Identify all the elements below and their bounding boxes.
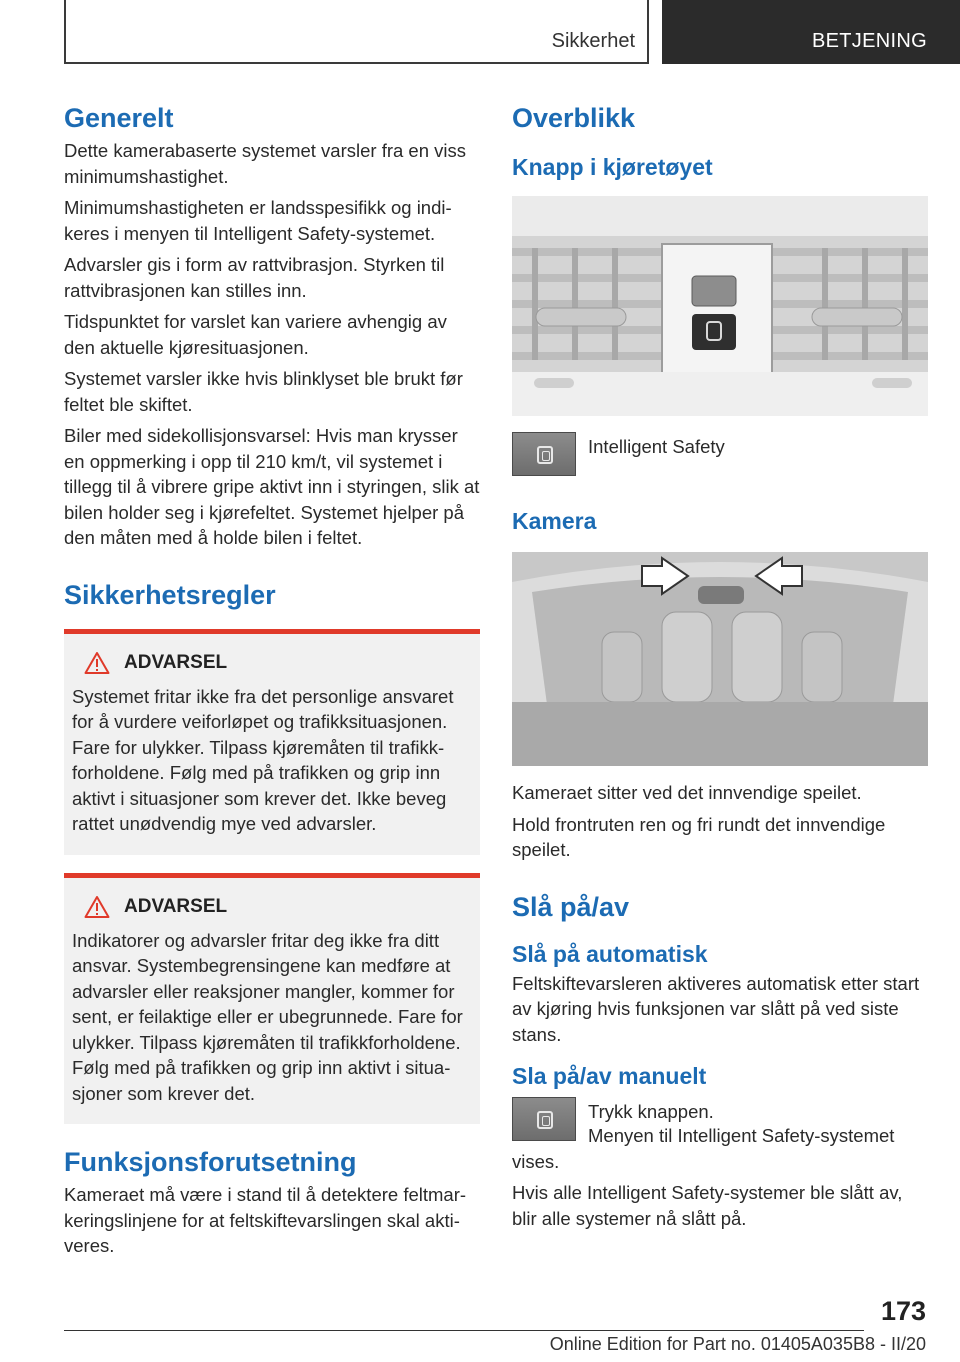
paragraph: Biler med sidekollisjonsvarsel: Hvis man krysser en oppmerking i opp til 210 km/t, vil systemet i tillegg til å vibrere gripe aktivt inn i styringen, slik at bilen holder seg i kjørefeltet. Systemet hjelper på den måten med å holde bilen i feltet.	[64, 425, 480, 548]
section-tab	[64, 0, 649, 64]
intelligent-safety-button-icon	[512, 1097, 576, 1141]
paragraph: Advarsler gis i form av rattvibrasjon. Styrken til rattvibrasjonen kan stilles inn.	[64, 254, 445, 301]
warning-text: Indikatorer og advarsler fritar deg ikke fra ditt ansvar. Systembegrensingene kan medføre at advarsler eller reaksjoner mangler, kommer for sent, er feilaktige eller er ubegrunnede. Fare for ulykker. Tilpass kjøremåten til trafikkforholdene. Følg med på trafikken og grip inn aktivt i situasjoner som krever det.	[72, 929, 463, 1104]
dashboard-vent-illustration	[512, 196, 928, 416]
paragraph: Kameraet sitter ved det innvendige speilet.	[512, 782, 862, 803]
heading-slaa: Slå på/av	[512, 891, 630, 922]
warning-box	[64, 629, 480, 855]
paragraph: Feltskiftevarsleren aktiveres automatisk etter start av kjøring hvis funksjonen var slått på ved siste stans.	[512, 972, 920, 1045]
warning-triangle-icon	[84, 895, 110, 919]
chapter-title: BETJENING	[812, 30, 927, 52]
warning-text: Systemet fritar ikke fra det personlige ansvaret for å vurdere veiforløpet og trafikksituasjonen. Fare for ulykker. Tilpass kjøremåten til trafikkforholdene. Følg med på trafikken og grip inn aktivt i situasjoner som krever det. Ikke beveg rattet unødvendig mye ved advarsler.	[72, 685, 454, 834]
instruction: Trykk knappen.	[588, 1101, 714, 1122]
heading-knapp: Knapp i kjøretøyet	[512, 154, 713, 180]
heading-automatisk: Slå på automatisk	[512, 940, 708, 967]
warning-title: ADVARSEL	[124, 895, 228, 917]
paragraph: Minimumshastigheten er landsspesifikk og indikeres i menyen til Intelligent Safety-systemet.	[64, 197, 452, 244]
warning-title: ADVARSEL	[124, 651, 228, 673]
section-title: Sikkerhet	[551, 30, 635, 52]
heading-funksjonsforutsetning: Funksjonsforutsetning	[64, 1147, 357, 1177]
warning-header	[84, 892, 472, 922]
page-number: 173	[880, 1296, 926, 1326]
car-interior-illustration	[512, 552, 928, 766]
intelligent-safety-button-icon	[512, 432, 576, 476]
warning-header	[84, 648, 472, 678]
paragraph: Hold frontruten ren og fri rundt det innvendige speilet.	[512, 813, 886, 860]
paragraph: Kameraet må være i stand til å detektere feltmarkeringslinjene for at feltskiftevarslingen skal aktiveres.	[64, 1184, 467, 1256]
paragraph: Tidspunktet for varslet kan variere avhengig av den aktuelle kjøresituasjonen.	[64, 311, 447, 358]
footer-edition: Online Edition for Part no. 01405A035B8 - II/20	[549, 1334, 926, 1354]
paragraph: Systemet varsler ikke hvis blinklyset ble brukt før feltet ble skiftet.	[64, 368, 463, 415]
chapter-tab	[662, 0, 960, 64]
warning-box	[64, 873, 480, 1125]
paragraph: Menyen til Intelligent Safety-systemet vises.	[512, 1125, 895, 1172]
camera-photo	[512, 552, 928, 766]
paragraph: Dette kamerabaserte systemet varsler fra en viss minimumshastighet.	[64, 140, 467, 187]
right-column	[512, 100, 928, 1231]
heading-overblikk: Overblikk	[512, 103, 636, 133]
icon-label: Intelligent Safety	[588, 436, 725, 457]
paragraph: Hvis alle Intelligent Safety-systemer ble slått av, blir alle systemer nå slått på.	[512, 1182, 903, 1229]
heading-manuelt: Sla på/av manuelt	[512, 1063, 707, 1089]
warning-triangle-icon	[84, 651, 110, 675]
icon-row	[512, 432, 928, 476]
heading-kamera: Kamera	[512, 508, 597, 534]
footer-divider	[64, 1330, 864, 1331]
left-column	[64, 100, 480, 1259]
button-photo	[512, 196, 928, 416]
heading-sikkerhetsregler: Sikkerhetsregler	[64, 579, 276, 610]
heading-generelt: Generelt	[64, 103, 174, 133]
